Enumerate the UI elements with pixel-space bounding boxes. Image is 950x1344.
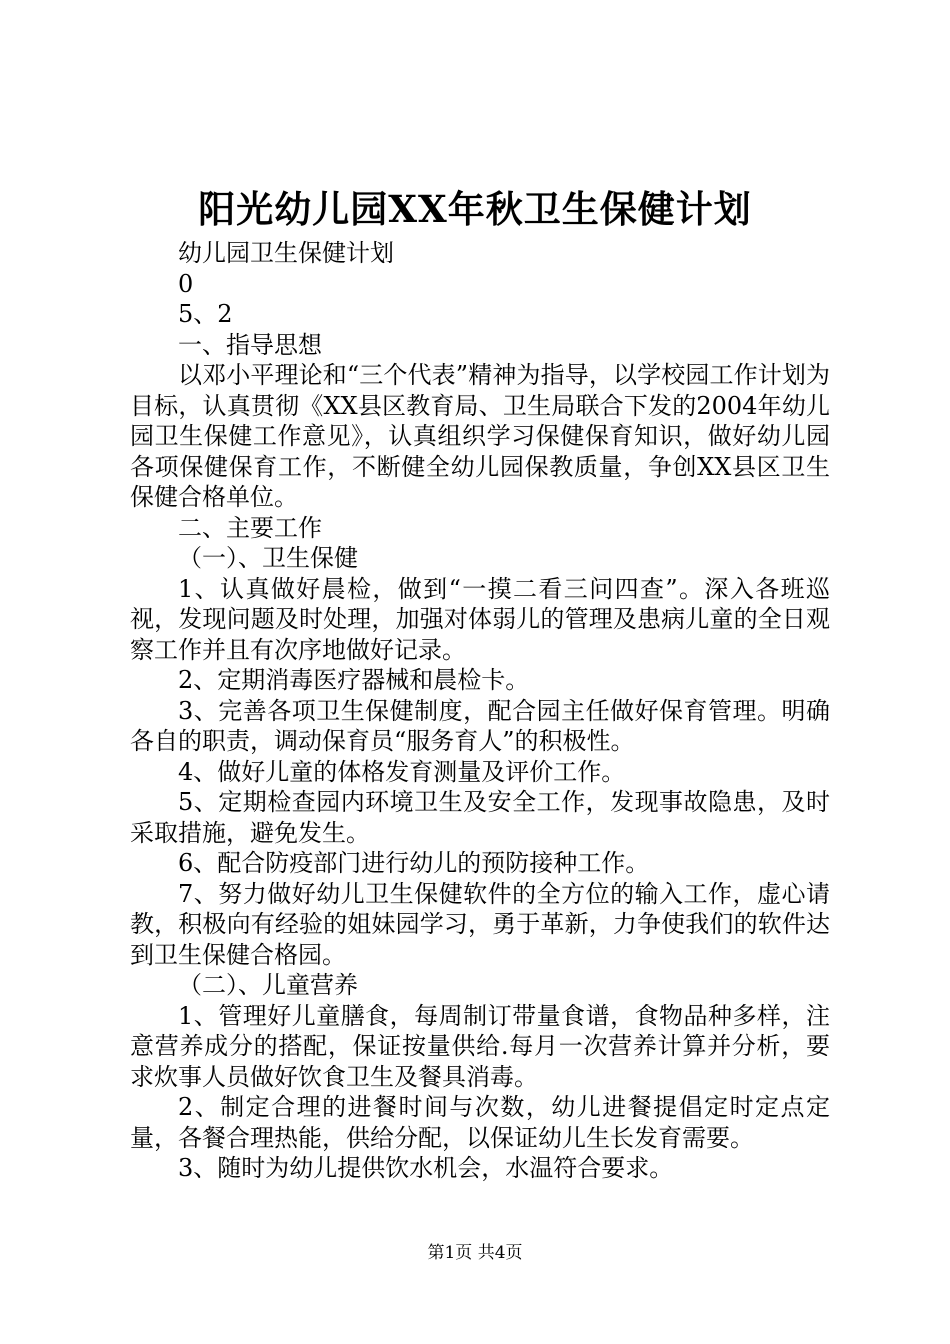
document-title: 阳光幼儿园XX年秋卫生保健计划 (198, 187, 752, 231)
paragraph: 0 (178, 269, 194, 298)
list-item: 3、随时为幼儿提供饮水机会，水温符合要求。 (178, 1154, 674, 1182)
list-item: 2、定期消毒医疗器械和晨检卡。 (178, 666, 530, 694)
list-item: 1、管理好儿童膳食，每周制订带量食谱，食物品种多样，注意营养成分的搭配，保证按量供给.每月一次营养计算并分析，要求炊事人员做好饮食卫生及餐具消毒。 (130, 1001, 830, 1091)
paragraph: 幼儿园卫生保健计划 (178, 239, 394, 267)
subsection-heading: （一）、卫生保健 (178, 544, 358, 572)
list-item: 7、努力做好幼儿卫生保健软件的全方位的输入工作，虚心请教，积极向有经验的姐妹园学习，勇于革新，力争使我们的软件达到卫生保健合格园。 (130, 879, 830, 969)
list-item: 5、定期检查园内环境卫生及安全工作，发现事故隐患，及时采取措施，避免发生。 (130, 788, 830, 847)
section-heading: 二、主要工作 (178, 513, 322, 542)
list-item: 2、制定合理的进餐时间与次数，幼儿进餐提倡定时定点定量，各餐合理热能，供给分配，以保证幼儿生长发育需要。 (130, 1093, 830, 1152)
page-footer: 第1页 共4页 (427, 1243, 523, 1263)
list-item: 4、做好儿童的体格发育测量及评价工作。 (178, 757, 626, 786)
section-heading: 一、指导思想 (178, 330, 322, 359)
subsection-heading: （二）、儿童营养 (178, 971, 358, 999)
document-body (130, 238, 830, 1184)
list-item: 1、认真做好晨检，做到“一摸二看三问四查”。深入各班巡视，发现问题及时处理，加强对体弱儿的管理及患病儿童的全日观察工作并且有次序地做好记录。 (130, 574, 830, 664)
paragraph: 5、2 (178, 300, 233, 328)
list-item: 3、完善各项卫生保健制度，配合园主任做好保育管理。明确各自的职责，调动保育员“服务育人”的积极性。 (130, 696, 830, 755)
list-item: 6、配合防疫部门进行幼儿的预防接种工作。 (178, 849, 650, 877)
paragraph: 以邓小平理论和“三个代表”精神为指导，以学校园工作计划为目标，认真贯彻《XX县区教育局、卫生局联合下发的2004年幼儿园卫生保健工作意见》，认真组织学习保健保育知识，做好幼儿园各项保健保育工作，不断健全幼儿园保教质量，争创XX县区卫生保健合格单位。 (130, 361, 830, 511)
